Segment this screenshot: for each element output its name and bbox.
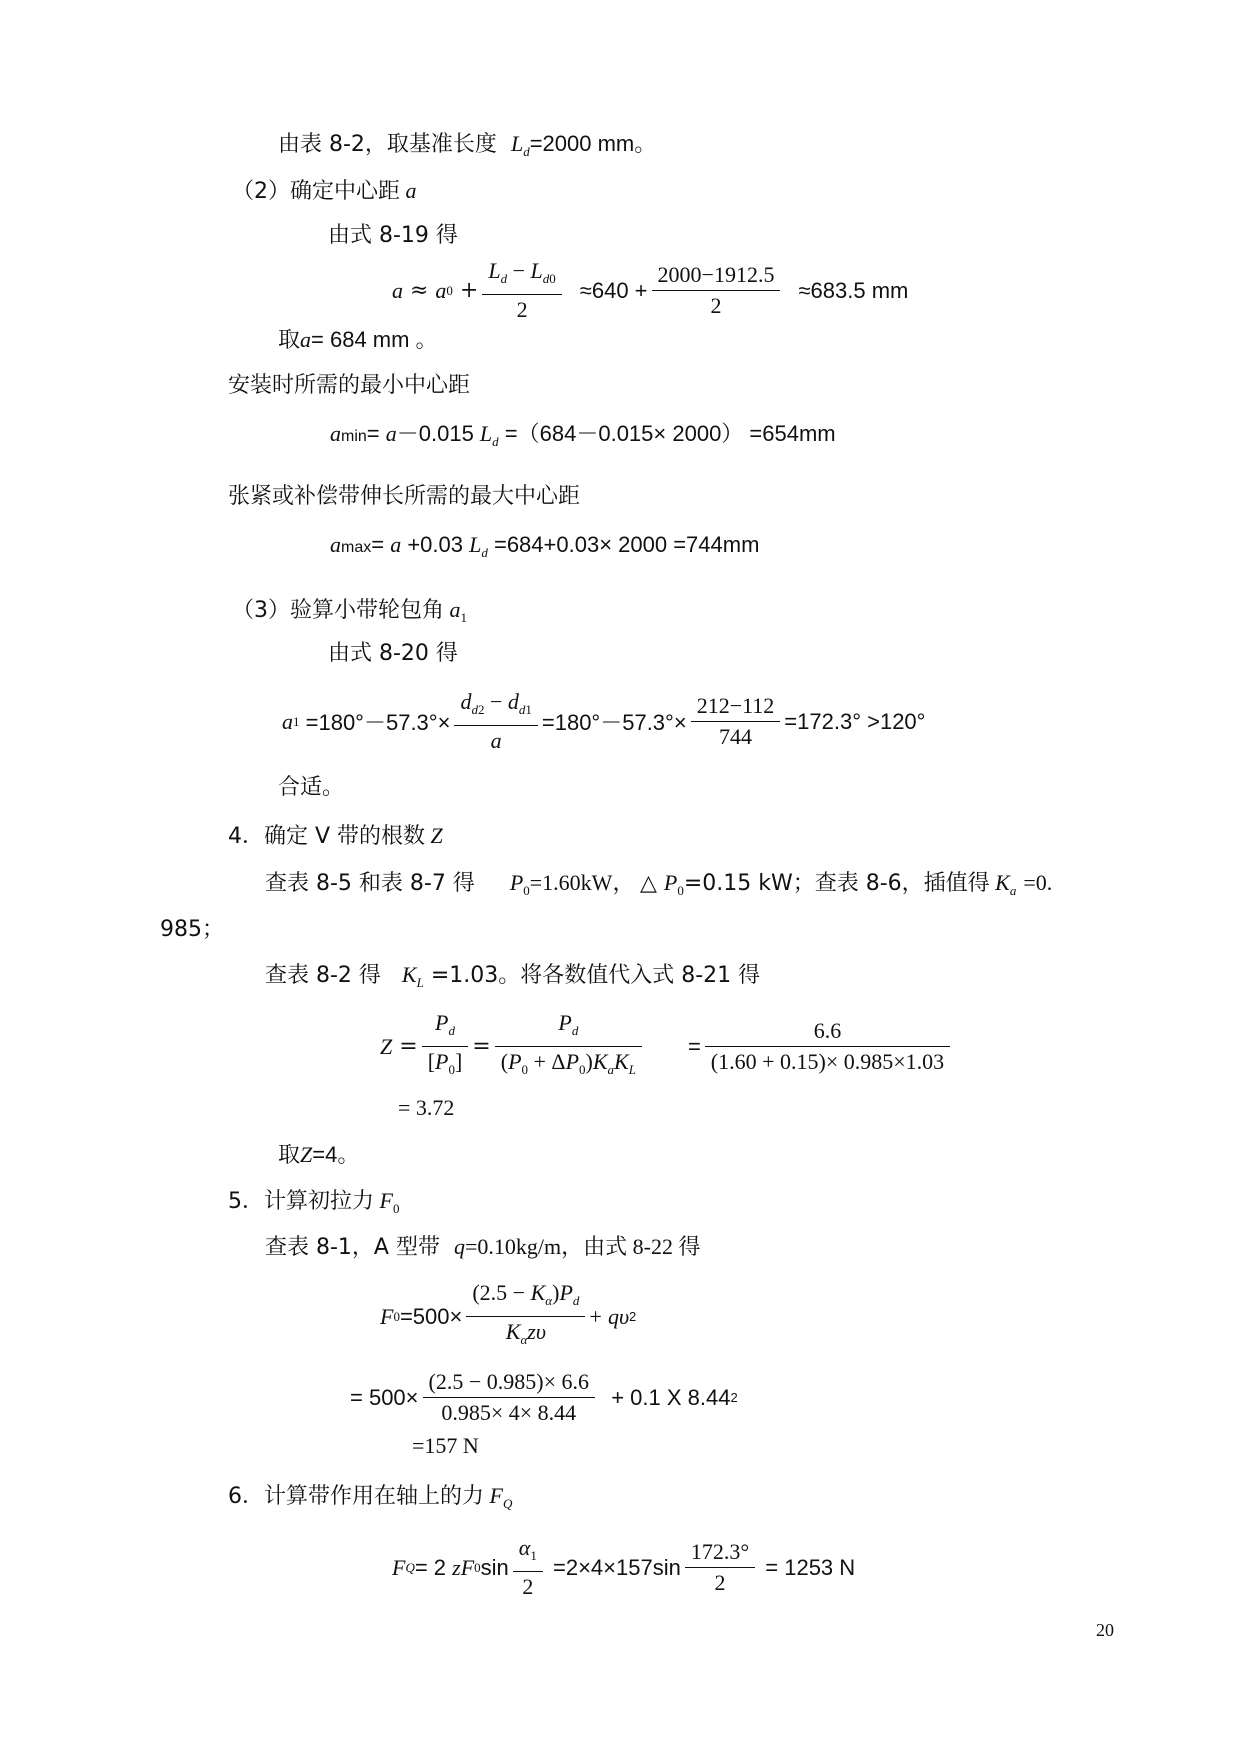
text-line: 查表 8-2 得 $K_L =1.03$。将各数值代入式 8-21 得 <box>265 962 761 990</box>
equation-initial-tension-value: = 500× $\frac{(2.5 - 0.985)\times 6.6}{0.985\times 4\times 8.44}$ + 0.1 X 8.44 2 <box>350 1369 738 1425</box>
equation-min-distance: amin= a－0.015 $L_d =(684-0.015\times 2000) =654mm$ <box>330 421 836 449</box>
text-line: 由式 8-19 得 <box>328 223 458 248</box>
equation-wrap-angle: a 1 =180°－57.3°× $\frac{d_{d2} - d_{d1}}{a}$ =180°－57.3°× $\frac{212-112}{744}$ =172.3° >120° <box>282 689 926 753</box>
text-line: 由表 8-2，取基准长度 $L_d=2000$ mm。 <box>278 131 657 159</box>
equation-result: = 3.72 <box>398 1095 455 1120</box>
section-heading: 5．计算初拉力 $F_0$ <box>228 1188 400 1216</box>
text-line: 查表 8-1，A 型带 q=0.10kg/m，由式 8-22 得 <box>265 1234 701 1260</box>
text-line: 安装时所需的最小中心距 <box>228 373 471 398</box>
section-heading: （3）验算小带轮包角 $a_1$ <box>232 597 467 625</box>
equation-center-distance: a ≈ a 0 + $\frac{L_d - L_{d0}}{2}$ ≈640 + $\frac{2000-1912.5}{2}$ ≈683.5 mm <box>392 258 909 322</box>
text-line: 查表 8-5 和表 8-7 得 $P_0=1.60kW$， △ $P_0=0.15$ kW；查表 8-6，插值得 $K_a =0$. <box>265 870 1053 898</box>
section-heading: 6．计算带作用在轴上的力 $F_Q$ <box>228 1483 513 1511</box>
text-line: 取a= 684 mm 。 <box>278 327 438 353</box>
section-heading: （2）确定中心距 a <box>232 178 417 204</box>
equation-belt-count: Z = $\frac{P_d}{[P_0]}$ = $\frac{P_d}{(P_0 + \Delta P_0)K_aK_L}$ = $\frac{6.6}{(1.60 + 0.15)\times 0.985\times 1.03}$ <box>380 1008 954 1085</box>
text-line: 985； <box>160 917 224 942</box>
text-line: 由式 8-20 得 <box>328 641 458 666</box>
equation-max-distance: amax= a +0.03 $L_d =684+0.03\times 2000 =744mm$ <box>330 532 760 560</box>
section-heading: 4．确定 V 带的根数 Z <box>228 823 443 849</box>
equation-result: =157 N <box>412 1433 479 1458</box>
text-line: 张紧或补偿带伸长所需的最大中心距 <box>228 484 581 509</box>
text-line: 取Z=4。 <box>278 1142 360 1168</box>
equation-initial-tension: F 0 =500× $\frac{(2.5 - K_\alpha)P_d}{K_\alpha z\upsilon}$ + qυ 2 <box>380 1280 637 1347</box>
equation-shaft-force: F Q = 2 zF 0 sin $\frac{\alpha_1}{2}$ =2×4×157sin $\frac{172.3^\circ}{2}$ = 1253 N <box>392 1535 856 1599</box>
text-line: 合适。 <box>278 775 345 800</box>
page-number: 20 <box>1096 1620 1114 1640</box>
